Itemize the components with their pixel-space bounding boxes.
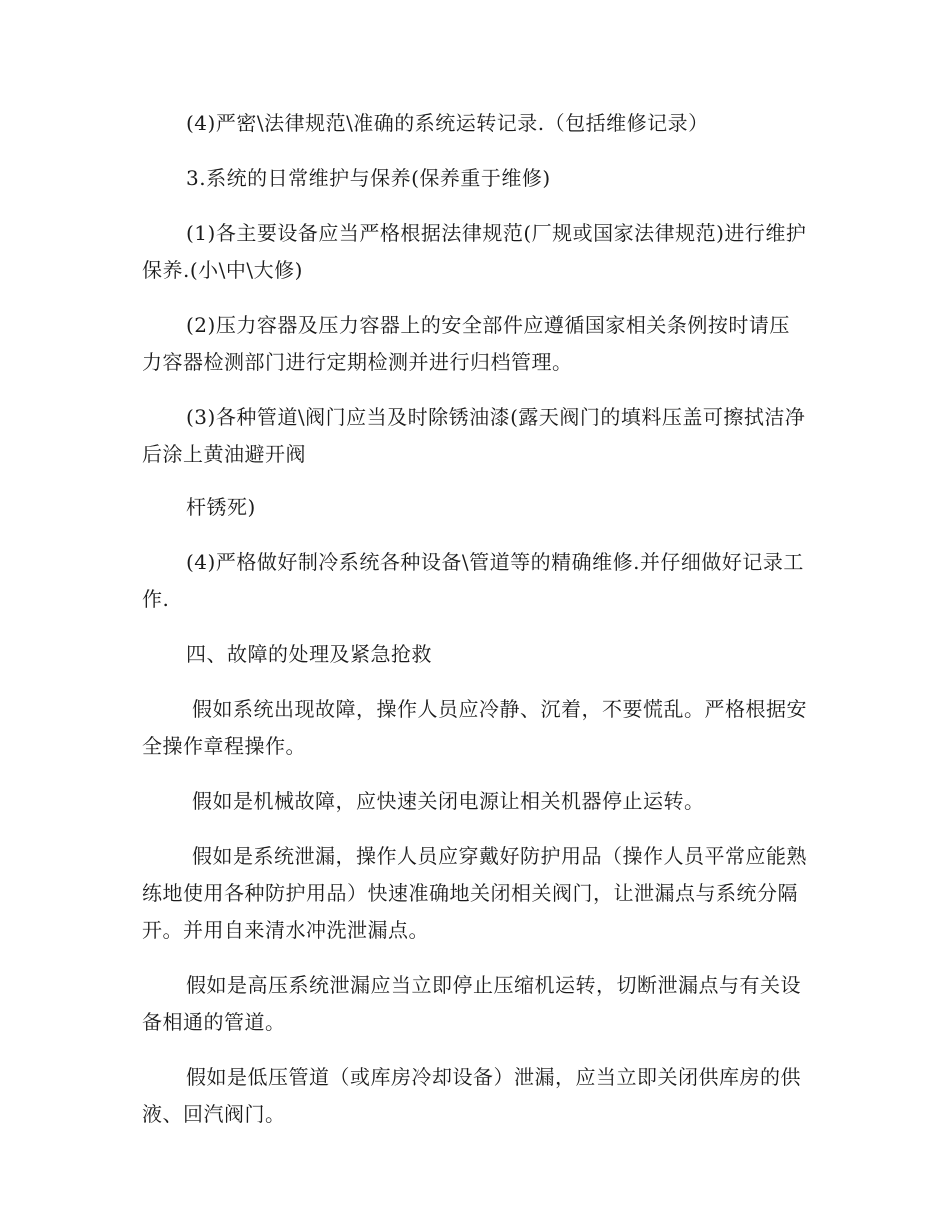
paragraph-system-fault: 假如系统出现故障，操作人员应冷静、沉着，不要慌乱。严格根据安全操作章程操作。 [142, 697, 807, 758]
paragraph-equipment-maintenance: (1)各主要设备应当严格根据法律规范(厂规或国家法律规范)进行维护保养.(小\中\大修) [142, 221, 807, 282]
paragraph-pipe-rust-continued: 杆锈死) [186, 495, 256, 519]
paragraph-pipe-rust: (3)各种管道\阀门应当及时除锈油漆(露天阀门的填料压盖可擦拭洁净后涂上黄油避开阀 [142, 405, 806, 466]
paragraph-low-pressure-leak: 假如是低压管道（或库房冷却设备）泄漏，应当立即关闭供库房的供液、回汽阀门。 [142, 1065, 801, 1126]
paragraph-system-leak: 假如是系统泄漏，操作人员应穿戴好防护用品（操作人员平常应能熟练地使用各种防护用品）快速准确地关闭相关阀门，让泄漏点与系统分隔开。并用自来清水冲洗泄漏点。 [142, 844, 807, 942]
section-heading-maintenance: 3.系统的日常维护与保养(保养重于维修) [186, 166, 551, 190]
paragraph-record-keeping: (4)严密\法律规范\准确的系统运转记录.（包括维修记录） [186, 111, 709, 135]
paragraph-high-pressure-leak: 假如是高压系统泄漏应当立即停止压缩机运转，切断泄漏点与有关设备相通的管道。 [142, 973, 801, 1034]
document-body [142, 105, 808, 1151]
paragraph-mechanical-fault: 假如是机械故障，应快速关闭电源让相关机器停止运转。 [192, 789, 705, 813]
section-heading-fault-handling: 四、故障的处理及紧急抢救 [186, 642, 432, 666]
paragraph-pressure-vessel: (2)压力容器及压力容器上的安全部件应遵循国家相关条例按时请压力容器检测部门进行定期检测并进行归档管理。 [142, 313, 790, 374]
paragraph-repair-records: (4)严格做好制冷系统各种设备\管道等的精确维修.并仔细做好记录工作. [142, 550, 804, 611]
